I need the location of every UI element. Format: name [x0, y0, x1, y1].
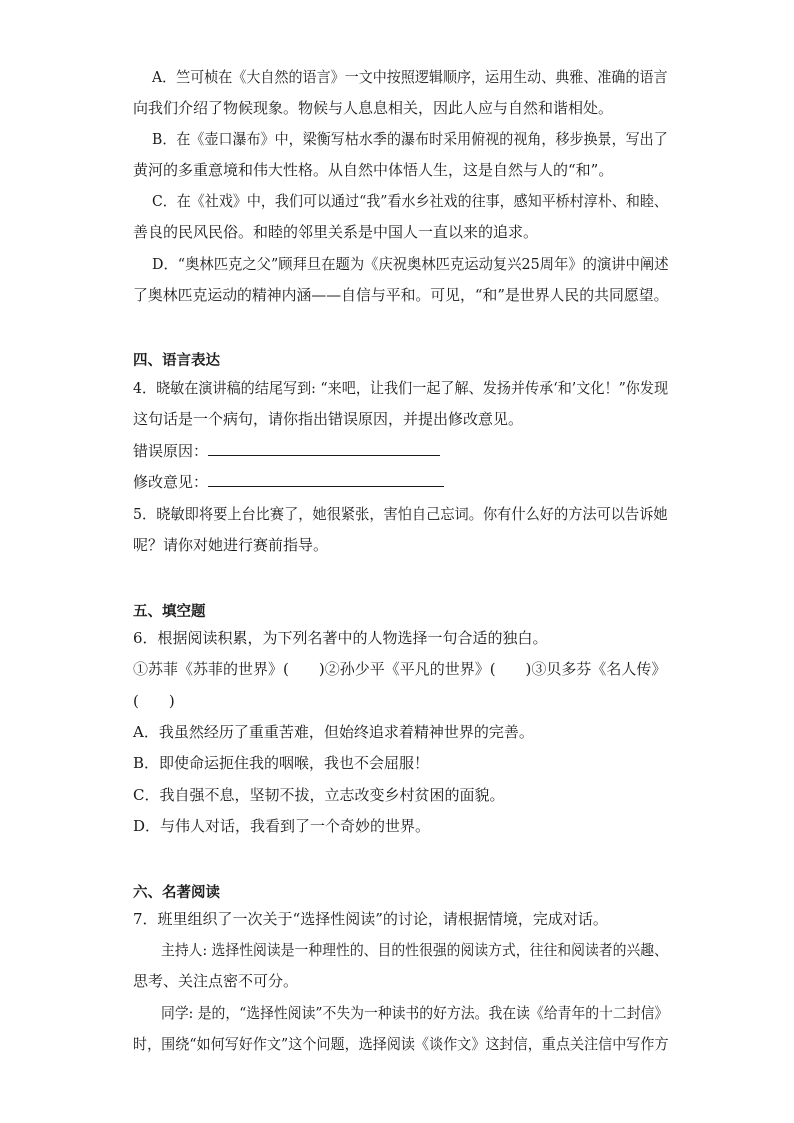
option-b-line2: 黄河的多重意境和伟大性格。从自然中体悟人生，这是自然与人的“和”。	[133, 161, 614, 179]
fix-suggestion-row	[133, 472, 444, 492]
q4-line2: 这句话是一个病句，请你指出错误原因，并提出修改意见。	[133, 410, 524, 428]
error-reason-row	[133, 441, 440, 461]
option-c-line1: C．在《社戏》中，我们可以通过“我”看水乡社戏的往事，感知平桥村淳朴、和睦、	[152, 192, 668, 210]
q5-line2: 呢？请你对她进行赛前指导。	[133, 536, 329, 554]
q6-option-c: C．我自强不息，坚韧不拔，立志改变乡村贫困的面貌。	[133, 786, 505, 804]
q6-line1: 6．根据阅读积累，为下列名著中的人物选择一句合适的独白。	[133, 629, 548, 647]
q5-line1: 5．晓敏即将要上台比赛了，她很紧张，害怕自己忘词。你有什么好的方法可以告诉她	[133, 505, 668, 523]
q6-option-a: A．我虽然经历了重重苦难，但始终追求着精神世界的完善。	[133, 723, 534, 741]
student-line1: 同学: 是的，“选择性阅读”不失为一种读书的好方法。我在读《给青年的十二封信》	[161, 1004, 669, 1022]
q6-line2: ①苏菲《苏菲的世界》( )②孙少平《平凡的世界》( )③贝多芬《名人传》	[133, 660, 667, 678]
error-reason-label: 错误原因：	[133, 442, 209, 460]
option-b-line1: B．在《壶口瀑布》中，梁衡写枯水季的瀑布时采用俯视的视角，移步换景，写出了	[152, 130, 668, 148]
q4-line1: 4．晓敏在演讲稿的结尾写到: “来吧，让我们一起了解、发扬并传承‘和’文化！”你发现	[133, 379, 669, 397]
fix-suggestion-label: 修改意见：	[133, 473, 209, 491]
option-a-line1: A．竺可桢在《大自然的语言》一文中按照逻辑顺序，运用生动、典雅、准确的语言	[152, 68, 668, 86]
option-a-line2: 向我们介绍了物候现象。物候与人息息相关，因此人应与自然和谐相处。	[133, 99, 614, 117]
q7-line1: 7．班里组织了一次关于“选择性阅读”的讨论，请根据情境，完成对话。	[133, 910, 608, 928]
option-c-line2: 善良的民风民俗。和睦的邻里关系是中国人一直以来的追求。	[133, 223, 539, 241]
host-line2: 思考、关注点密不可分。	[133, 972, 299, 990]
q6-option-d: D．与伟人对话，我看到了一个奇妙的世界。	[133, 817, 431, 835]
student-line2: 时，围绕“如何写好作文”这个问题，选择阅读《谈作文》这封信，重点关注信中写作方	[133, 1035, 669, 1053]
fix-suggestion-blank[interactable]	[208, 472, 444, 487]
q6-line3: ( )	[133, 692, 175, 710]
q6-option-b: B．即使命运扼住我的咽喉，我也不会屈服！	[133, 754, 430, 772]
option-d-line2: 了奥林匹克运动的精神内涵——自信与平和。可见，“和”是世界人民的共同愿望。	[133, 286, 669, 304]
host-line1: 主持人: 选择性阅读是一种理性的、目的性很强的阅读方式，往往和阅读者的兴趣、	[161, 941, 668, 959]
section5-heading: 五、填空题	[133, 604, 206, 620]
error-reason-blank[interactable]	[208, 441, 440, 456]
option-d-line1: D．“奥林匹克之父”顾拜旦在题为《庆祝奥林匹克运动复兴25周年》的演讲中阐述	[152, 255, 669, 273]
section4-heading: 四、语言表达	[133, 353, 220, 369]
section6-heading: 六、名著阅读	[133, 885, 220, 901]
